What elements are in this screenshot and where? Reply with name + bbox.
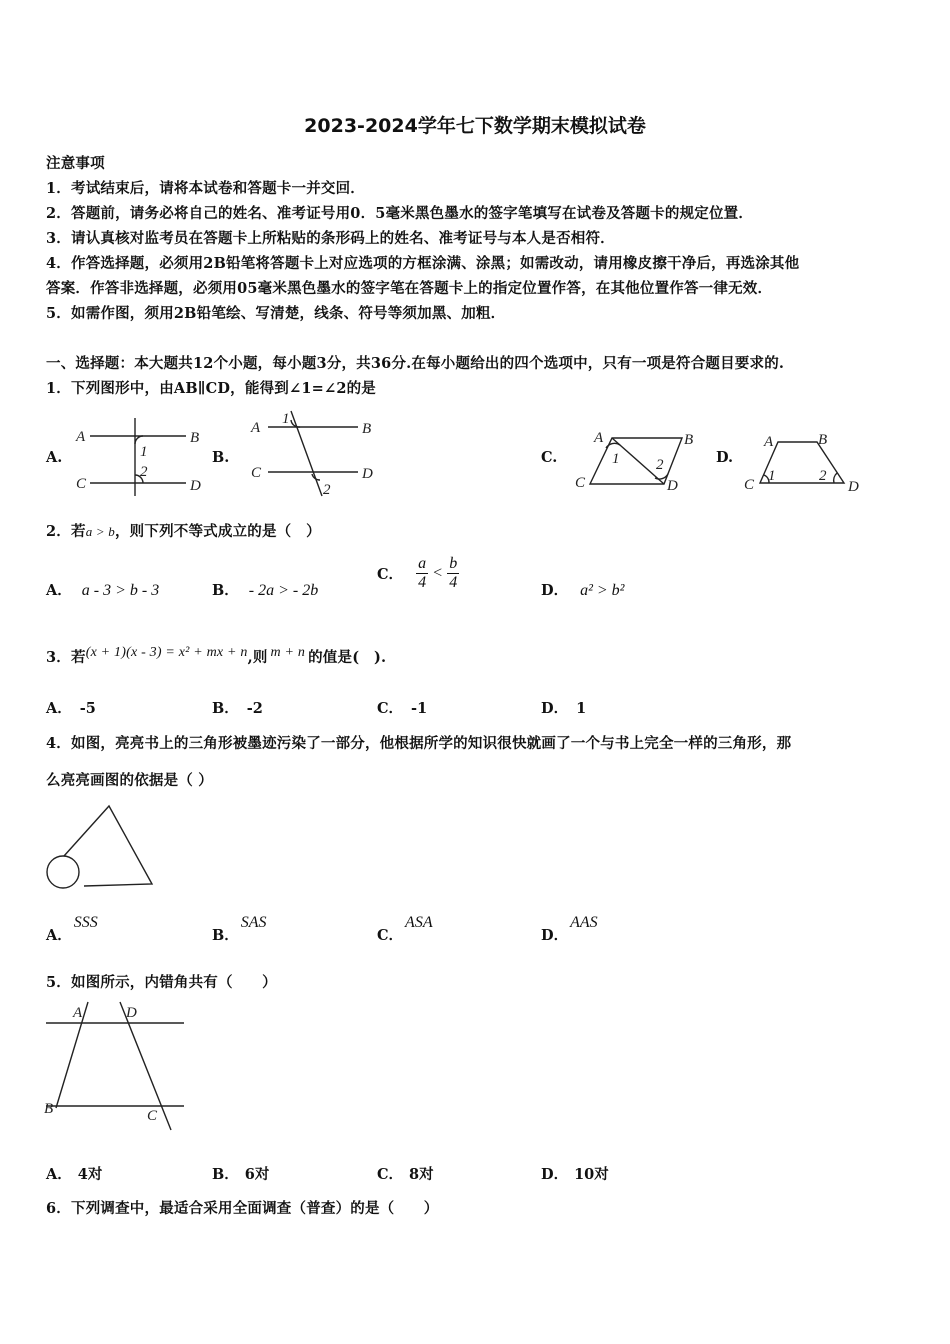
q4-option-d: D．AAS [541,914,598,944]
q5-option-b: B． 6对 [212,1166,270,1183]
angle-arc [834,473,837,483]
q4-option-b: B．SAS [212,914,267,944]
fig-label-b: B [684,432,694,448]
q4-figure-triangle [44,800,164,895]
q1-option-b-label: B. [212,449,230,466]
fig-label-d: D [667,478,678,494]
notice-item: 5．如需作图，须用2B铅笔绘、写清楚，线条、符号等须加黑、加粗． [46,305,506,322]
notice-item: 1．考试结束后，请将本试卷和答题卡一并交回． [46,180,365,197]
q1-stem: 1．下列图形中，由AB∥CD，能得到∠1=∠2的是 [46,380,377,397]
q5-stem: 5．如图所示，内错角共有（ ） [46,974,277,991]
fig-label-2: 2 [656,457,664,473]
q2-option-c: C． $\frac{a}{4}$ < $\frac{b}{4}$ [377,555,458,591]
fig-label-c: C [251,465,262,481]
notice-item: 答案．作答非选择题，必须用05毫米黑色墨水的签字笔在答题卡上的指定位置作答，在其他位置作答一律无效． [46,280,773,297]
q4-option-a: A．SSS [46,914,98,944]
notice-item: 4．作答选择题，必须用2B铅笔将答题卡上对应选项的方框涂满、涂黑；如需改动，请用橡皮擦干净后，再选涂其他 [46,255,800,272]
fig-label-b: B [362,421,372,437]
fig-label-b: B [818,432,828,448]
fig-label-1: 1 [612,451,620,467]
q5-figure [42,1000,192,1135]
ink-blot [47,856,79,888]
fig-label-a: A [594,430,604,446]
triangle-outline [64,806,152,886]
fig-label-a: A [251,420,261,436]
q3-option-a: A． -5 [46,700,96,717]
q4-stem-line2: 么亮亮画图的依据是（ ） [46,772,213,789]
q1-option-d-label: D. [716,449,734,466]
q3-option-b: B． -2 [212,700,263,717]
q4-option-c: C．ASA [377,914,433,944]
fig-label-1: 1 [140,444,148,460]
fig-label-d: D [126,1005,137,1021]
line-ab [56,1002,88,1108]
q4-stem-line1: 4．如图，亮亮书上的三角形被墨迹污染了一部分，他根据所学的知识很快就画了一个与书上完全一样的三角形，那 [46,735,792,752]
q3-option-d: D． 1 [541,700,587,717]
fig-label-2: 2 [819,468,827,484]
q5-option-c: C． 8对 [377,1166,434,1183]
fig-label-c: C [147,1108,158,1124]
fig-label-1: 1 [282,411,290,427]
q5-option-a: A． 4对 [46,1166,103,1183]
q1-figure-a [70,412,210,502]
page-title: 2023-2024学年七下数学期末模拟试卷 [304,115,646,137]
q1-figure-d [742,428,867,498]
fig-label-c: C [76,476,87,492]
fig-label-2: 2 [140,464,148,480]
angle-arc [312,474,320,480]
fig-label-d: D [190,478,201,494]
q1-figure-c [572,428,707,498]
transversal [291,411,322,496]
notice-item: 2．答题前，请务必将自己的姓名、准考证号用0．5毫米黑色墨水的签字笔填写在试卷及答题卡的规定位置． [46,205,754,222]
fig-label-2: 2 [323,482,331,498]
line-dc [120,1002,171,1130]
fig-label-b: B [190,430,200,446]
q5-option-d: D． 10对 [541,1166,609,1183]
q3-stem: 3．若(x + 1)(x - 3) = x² + mx + n,则 m + n 的值是( ). [46,645,387,666]
fig-label-a: A [76,429,86,445]
section-heading: 一、选择题：本大题共12个小题，每小题3分，共36分.在每小题给出的四个选项中，只有一项是符合题目要求的. [46,355,785,372]
fig-label-a: A [73,1005,83,1021]
fig-label-d: D [362,466,373,482]
q1-option-a-label: A. [46,449,63,466]
fig-label-d: D [848,479,859,495]
notice-item: 3．请认真核对监考员在答题卡上所粘贴的条形码上的姓名、准考证号与本人是否相符． [46,230,615,247]
fig-label-c: C [744,477,755,493]
q1-figure-b [248,408,388,500]
fig-label-b: B [44,1101,54,1117]
q2-stem: 2．若a > b，则下列不等式成立的是（ ） [46,523,321,540]
q2-option-a: A． a - 3 > b - 3 [46,582,160,599]
q1-option-c-label: C. [541,449,558,466]
angle-arc [135,436,143,444]
notice-heading: 注意事项 [46,155,105,172]
q3-option-c: C． -1 [377,700,428,717]
q6-stem: 6．下列调查中，最适合采用全面调查（普查）的是（ ） [46,1200,439,1217]
fig-label-c: C [575,475,586,491]
fig-label-a: A [764,434,774,450]
q2-option-d: D． a² > b² [541,582,625,599]
q2-option-b: B． - 2a > - 2b [212,582,319,599]
fig-label-1: 1 [768,468,776,484]
